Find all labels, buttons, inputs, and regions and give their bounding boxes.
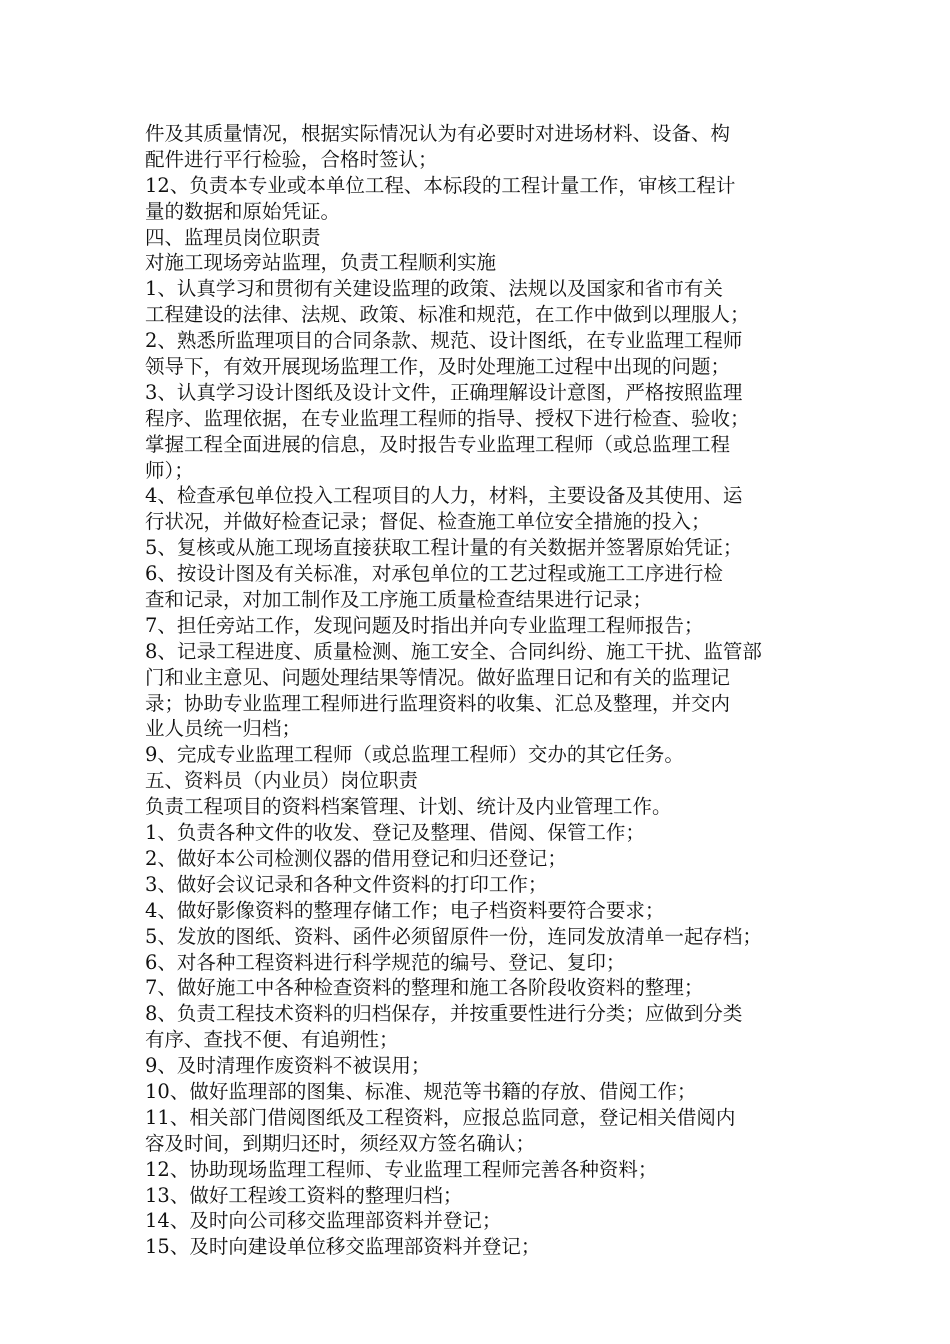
- section-heading: 四、监理员岗位职责: [145, 225, 321, 249]
- text-line: 门和业主意见、问题处理结果等情况。做好监理日记和有关的监理记: [145, 665, 731, 689]
- text-line: 2、熟悉所监理项目的合同条款、规范、设计图纸，在专业监理工程师: [145, 329, 743, 353]
- text-line: 录；协助专业监理工程师进行监理资料的收集、汇总及整理，并交内: [145, 691, 731, 715]
- text-line: 查和记录，对加工制作及工序施工质量检查结果进行记录；: [145, 588, 653, 612]
- text-line: 4、检查承包单位投入工程项目的人力，材料，主要设备及其使用、运: [145, 484, 743, 508]
- text-line: 师）；: [145, 458, 194, 482]
- text-line: 工程建设的法律、法规、政策、标准和规范，在工作中做到以理服人；: [145, 303, 750, 327]
- text-line: 程序、监理依据，在专业监理工程师的指导、授权下进行检查、验收；: [145, 406, 750, 430]
- text-line: 15、及时向建设单位移交监理部资料并登记；: [145, 1235, 541, 1259]
- text-line: 1、认真学习和贯彻有关建设监理的政策、法规以及国家和省市有关: [145, 277, 723, 301]
- text-line: 9、完成专业监理工程师（或总监理工程师）交办的其它任务。: [145, 743, 684, 767]
- text-line: 4、做好影像资料的整理存储工作；电子档资料要符合要求；: [145, 898, 665, 922]
- text-line: 配件进行平行检验，合格时签认；: [145, 147, 438, 171]
- text-line: 9、及时清理作废资料不被误用；: [145, 1054, 431, 1078]
- text-line: 14、及时向公司移交监理部资料并登记；: [145, 1209, 502, 1233]
- text-line: 8、记录工程进度、质量检测、施工安全、合同纠纷、施工干扰、监管部: [145, 639, 762, 663]
- text-line: 1、负责各种文件的收发、登记及整理、借阅、保管工作；: [145, 821, 645, 845]
- text-line: 领导下，有效开展现场监理工作，及时处理施工过程中出现的问题；: [145, 355, 731, 379]
- text-line: 行状况，并做好检查记录；督促、检查施工单位安全措施的投入；: [145, 510, 711, 534]
- text-line: 业人员统一归档；: [145, 717, 302, 741]
- text-line: 8、负责工程技术资料的归档保存，并按重要性进行分类；应做到分类: [145, 1002, 743, 1026]
- text-line: 对施工现场旁站监理，负责工程顺利实施: [145, 251, 497, 275]
- text-line: 件及其质量情况，根据实际情况认为有必要时对进场材料、设备、构: [145, 122, 731, 145]
- text-line: 容及时间，到期归还时，须经双方签名确认；: [145, 1131, 536, 1155]
- text-line: 3、做好会议记录和各种文件资料的打印工作；: [145, 872, 548, 896]
- text-line: 7、担任旁站工作，发现问题及时指出并向专业监理工程师报告；: [145, 613, 704, 637]
- text-line: 掌握工程全面进展的信息，及时报告专业监理工程师（或总监理工程: [145, 432, 731, 456]
- text-line: 2、做好本公司检测仪器的借用登记和归还登记；: [145, 846, 567, 870]
- text-line: 12、负责本专业或本单位工程、本标段的工程计量工作，审核工程计: [145, 173, 736, 197]
- text-line: 7、做好施工中各种检查资料的整理和施工各阶段收资料的整理；: [145, 976, 704, 1000]
- text-line: 6、按设计图及有关标准，对承包单位的工艺过程或施工工序进行检: [145, 562, 723, 586]
- text-line: 量的数据和原始凭证。: [145, 199, 341, 223]
- text-line: 3、认真学习设计图纸及设计文件，正确理解设计意图，严格按照监理: [145, 380, 743, 404]
- text-line: 负责工程项目的资料档案管理、计划、统计及内业管理工作。: [145, 795, 672, 819]
- text-line: 12、协助现场监理工程师、专业监理工程师完善各种资料；: [145, 1157, 658, 1181]
- text-line: 10、做好监理部的图集、标准、规范等书籍的存放、借阅工作；: [145, 1079, 697, 1103]
- text-line: 13、做好工程竣工资料的整理归档；: [145, 1183, 463, 1207]
- section-heading: 五、资料员（内业员）岗位职责: [145, 769, 419, 793]
- text-line: 6、对各种工程资料进行科学规范的编号、登记、复印；: [145, 950, 626, 974]
- text-line: 5、发放的图纸、资料、函件必须留原件一份，连同发放清单一起存档；: [145, 924, 762, 948]
- text-line: 5、复核或从施工现场直接获取工程计量的有关数据并签署原始凭证；: [145, 536, 743, 560]
- document-body: [145, 121, 815, 1260]
- text-line: 有序、查找不便、有追朔性；: [145, 1028, 399, 1052]
- text-line: 11、相关部门借阅图纸及工程资料，应报总监同意，登记相关借阅内: [145, 1105, 736, 1129]
